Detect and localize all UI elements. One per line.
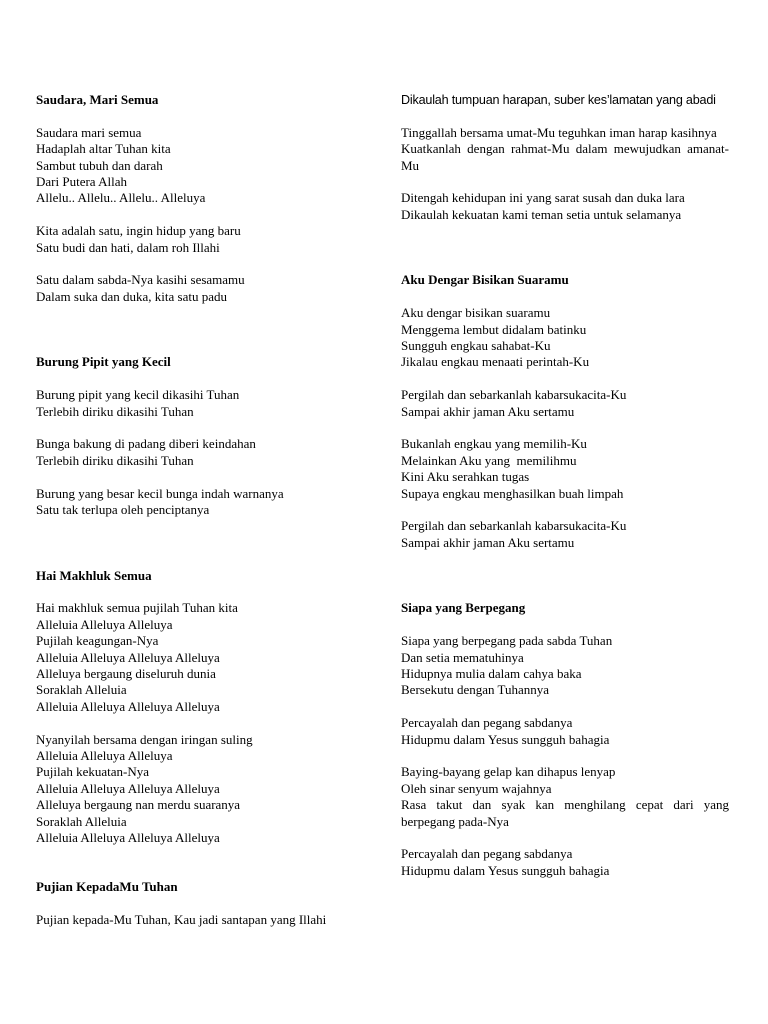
lyric-line: Sampai akhir jaman Aku sertamu (401, 403, 575, 419)
lyric-line: Dikaulah kekuatan kami teman setia untuk selamanya (401, 206, 682, 222)
lyric-line: Alleluia Alleluya Alleluya (36, 748, 173, 764)
lyric-line: Percayalah dan pegang sabdanya (401, 715, 573, 731)
lyric-line: Pergilah dan sebarkanlah kabarsukacita-Ku (401, 387, 627, 403)
lyric-line: Hadaplah altar Tuhan kita (36, 141, 171, 157)
lyric-line: Hidupmu dalam Yesus sungguh bahagia (401, 862, 610, 878)
stanza (36, 223, 356, 256)
stanza (36, 486, 356, 519)
stanza (401, 125, 729, 174)
lyric-line: Alleluya bergaung diseluruh dunia (36, 666, 216, 681)
song-title: Hai Makhluk Semua (36, 567, 152, 583)
song-title: Aku Dengar Bisikan Suaramu (401, 272, 569, 288)
lyric-line: Bersekutu dengan Tuhannya (401, 682, 550, 698)
lyric-line: Satu tak terlupa oleh penciptanya (36, 502, 210, 517)
lyric-line: Dan setia mematuhinya (401, 649, 524, 665)
lyric-line: Sungguh engkau sahabat-Ku (401, 338, 551, 353)
lyric-line: Kini Aku serahkan tugas (401, 469, 530, 485)
stanza (401, 436, 729, 502)
lyric-line: Nyanyilah bersama dengan iringan suling (36, 731, 253, 747)
lyric-line: Dalam suka dan duka, kita satu padu (36, 288, 227, 304)
lyric-line: Baying-bayang gelap kan dihapus lenyap (401, 764, 616, 780)
lyric-line: Alleluia Alleluya Alleluya Alleluya (36, 649, 220, 665)
song-pujian-kepadamu-tuhan (36, 879, 356, 928)
stanza (401, 92, 729, 108)
lyric-line: Oleh sinar senyum wajahnya (401, 780, 552, 796)
lyric-line: Pergilah dan sebarkanlah kabarsukacita-Ku (401, 518, 627, 534)
lyric-line: Bukanlah engkau yang memilih-Ku (401, 436, 587, 452)
stanza (36, 125, 356, 207)
lyric-line: Supaya engkau menghasilkan buah limpah (401, 485, 624, 501)
lyric-line: Terlebih diriku dikasihi Tuhan (36, 403, 194, 419)
stanza (401, 387, 729, 420)
lyric-line: Sambut tubuh dan darah (36, 157, 163, 173)
stanza (36, 387, 356, 420)
lyric-line: Burung pipit yang kecil dikasihi Tuhan (36, 387, 240, 403)
lyric-line: Satu budi dan hati, dalam roh Illahi (36, 239, 220, 255)
lyric-line: Allelu.. Allelu.. Allelu.. Alleluya (36, 190, 206, 206)
lyric-line: Alleluia Alleluya Alleluya (36, 616, 173, 632)
lyric-line: Hidupnya mulia dalam cahya baka (401, 666, 582, 682)
lyric-line: Terlebih diriku dikasihi Tuhan (36, 452, 194, 468)
section-gap (36, 846, 356, 879)
section-gap (36, 518, 356, 567)
lyric-line: Soraklah Alleluia (36, 813, 127, 829)
stanza (401, 764, 729, 830)
stanza (36, 272, 356, 305)
song-hai-makhluk-semua (36, 568, 356, 847)
section-gap (401, 551, 729, 600)
lyric-line: Alleluya bergaung nan merdu suaranya (36, 797, 241, 813)
lyric-line: Aku dengar bisikan suaramu (401, 305, 551, 321)
section-gap (36, 305, 356, 354)
song-saudara-mari-semua (36, 92, 356, 305)
song-title: Burung Pipit yang Kecil (36, 354, 171, 370)
lyric-line: Sampai akhir jaman Aku sertamu (401, 534, 575, 550)
lyric-line: Ditengah kehidupan ini yang sarat susah dan duka lara (401, 190, 685, 206)
lyric-line: Burung yang besar kecil bunga indah warnanya (36, 485, 284, 501)
lyric-line: Jikalau engkau menaati perintah-Ku (401, 354, 590, 370)
stanza (401, 846, 729, 879)
lyric-line: Rasa takut dan syak kan menghilang cepat dari yang berpegang pada-Nya (401, 797, 729, 829)
lyric-line: Tinggallah bersama umat-Mu teguhkan iman harap kasihnya (401, 124, 717, 140)
lyric-line: Satu dalam sabda-Nya kasihi sesamamu (36, 272, 245, 288)
lyric-line: Saudara mari semua (36, 124, 142, 140)
lyric-line: Alleluia Alleluya Alleluya Alleluya (36, 698, 220, 714)
lyric-line: Menggema lembut didalam batinku (401, 321, 587, 337)
lyric-line: Percayalah dan pegang sabdanya (401, 846, 573, 862)
right-column (401, 92, 729, 879)
song-burung-pipit (36, 354, 356, 518)
lyric-line: Dikaulah tumpuan harapan, suber kes’lamatan yang abadi (401, 93, 716, 107)
section-gap (401, 223, 729, 272)
left-column (36, 92, 356, 928)
lyric-line: Melainkan Aku yang memilihmu (401, 452, 577, 468)
song-title: Pujian KepadaMu Tuhan (36, 879, 178, 895)
lyric-line: Pujian kepada-Mu Tuhan, Kau jadi santapan yang Illahi (36, 912, 327, 928)
lyric-line: Dari Putera Allah (36, 174, 127, 189)
song-title: Saudara, Mari Semua (36, 92, 159, 107)
lyric-line: Siapa yang berpegang pada sabda Tuhan (401, 633, 613, 649)
stanza (401, 633, 729, 699)
stanza (401, 715, 729, 748)
lyric-line: Kuatkanlah dengan rahmat-Mu dalam mewujudkan amanat-Mu (401, 141, 729, 173)
lyric-line: Soraklah Alleluia (36, 682, 127, 698)
stanza (36, 600, 356, 715)
song-title: Siapa yang Berpegang (401, 600, 526, 616)
lyric-line: Pujilah kekuatan-Nya (36, 764, 149, 780)
stanza (36, 732, 356, 847)
song-pujian-continued (401, 92, 729, 223)
song-siapa-yang-berpegang (401, 600, 729, 879)
lyric-line: Alleluia Alleluya Alleluya Alleluya (36, 830, 220, 846)
stanza (401, 518, 729, 551)
lyric-line: Hai makhluk semua pujilah Tuhan kita (36, 600, 238, 616)
lyric-line: Hidupmu dalam Yesus sungguh bahagia (401, 731, 610, 747)
stanza (401, 305, 729, 371)
lyric-line: Bunga bakung di padang diberi keindahan (36, 436, 256, 452)
song-aku-dengar-bisikan-suaramu (401, 272, 729, 551)
stanza (36, 912, 356, 928)
lyric-line: Pujilah keagungan-Nya (36, 633, 159, 649)
stanza (36, 436, 356, 469)
lyric-line: Kita adalah satu, ingin hidup yang baru (36, 223, 241, 239)
lyric-line: Alleluia Alleluya Alleluya Alleluya (36, 780, 220, 796)
stanza (401, 190, 729, 223)
